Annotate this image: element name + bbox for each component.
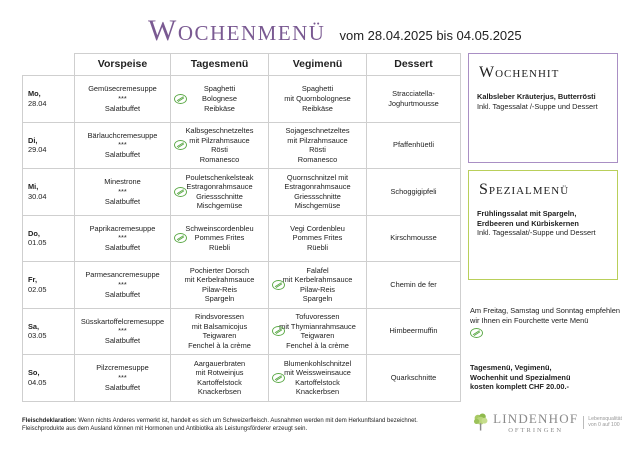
day-name: Fr,	[28, 275, 38, 285]
vorspeise-line: Salatbuffet	[104, 243, 141, 253]
tagesmenu-cell	[171, 122, 269, 169]
tagesmenu-line: Kalbsgeschnetzeltes	[185, 126, 254, 136]
day-name: Do,	[28, 228, 40, 238]
vorspeise-line: ***	[118, 93, 127, 103]
vegimenu-cell	[269, 355, 367, 402]
vegimenu-line: Blumenkohlschnitzel	[283, 358, 352, 368]
vegimenu-cell	[269, 215, 367, 262]
fourchette-verte-icon	[174, 94, 187, 104]
vorspeise-cell	[75, 215, 171, 262]
tagesmenu-line: Pilaw-Reis	[202, 284, 237, 294]
vegimenu-line: Griessschnitte	[294, 191, 341, 201]
vorspeise-line: Salatbuffet	[104, 196, 141, 206]
spezialmenu-box	[468, 170, 618, 280]
vegimenu-line: mit Pilzrahmsauce	[287, 135, 348, 145]
tagesmenu-line: Rindsvoressen	[195, 312, 244, 322]
vegimenu-cell	[269, 122, 367, 169]
col-vegimenu: Vegimenü	[269, 54, 367, 76]
day-date: 29.04	[28, 145, 47, 155]
day-date: 28.04	[28, 98, 47, 108]
vegimenu-line: mit Thymianrahmsauce	[279, 321, 356, 331]
spezialmenu-name-line1: Frühlingssalat mit Spargeln,	[477, 209, 577, 218]
footnote-line2: Fleischprodukte aus dem Ausland können mit Hormonen und Antibiotika als Leistungsförderer erzeugt sein.	[22, 426, 308, 432]
price-info	[470, 363, 620, 392]
vorspeise-line: ***	[118, 326, 127, 336]
day-date: 04.05	[28, 377, 47, 387]
logo-text	[493, 411, 578, 434]
dessert-cell	[367, 169, 461, 216]
day-cell	[23, 262, 75, 309]
vegimenu-line: Pommes Frites	[292, 233, 343, 243]
logo-town: OFTRINGEN	[508, 426, 564, 434]
dessert-cell	[367, 122, 461, 169]
tagesmenu-line: Griessschnitte	[196, 191, 243, 201]
table-row	[23, 355, 461, 402]
vegimenu-line: Sojageschnetzeltes	[285, 126, 350, 136]
vorspeise-cell	[75, 122, 171, 169]
promo-text: Am Freitag, Samstag und Sonntag empfehlen wir Ihnen ein Fourchette verte Menü	[470, 306, 620, 325]
vorspeise-line: Minestrone	[104, 177, 141, 187]
vorspeise-cell	[75, 262, 171, 309]
tagesmenu-line: Spaghetti	[203, 84, 236, 94]
vorspeise-cell	[75, 355, 171, 402]
vegimenu-line: mit Quornbolognese	[284, 93, 351, 103]
tagesmenu-line: Aargauerbraten	[193, 358, 246, 368]
day-cell	[23, 169, 75, 216]
header-row	[23, 54, 461, 76]
date-range: vom 28.04.2025 bis 04.05.2025	[339, 28, 522, 43]
vegimenu-line: Kartoffelstock	[295, 377, 340, 387]
col-dessert: Dessert	[367, 54, 461, 76]
tagesmenu-line: Knackerbsen	[197, 387, 242, 397]
tagesmenu-line: mit Balsamicojus	[191, 321, 248, 331]
day-date: 30.04	[28, 191, 47, 201]
tree-logo-icon	[472, 407, 489, 437]
price-line3: kosten komplett CHF 20.00.-	[470, 382, 569, 392]
tagesmenu-line: Reibkäse	[204, 103, 235, 113]
spezialmenu-sub: Inkl. Tagessalat/-Suppe und Dessert	[477, 228, 596, 238]
dessert-cell	[367, 355, 461, 402]
logo-name: LINDENHOF	[493, 410, 579, 426]
tagesmenu-line: Pommes Frites	[194, 233, 245, 243]
vegimenu-line: Tofuvoressen	[295, 312, 340, 322]
tagesmenu-line: Pochierter Dorsch	[189, 265, 250, 275]
table-row	[23, 308, 461, 355]
vegimenu-line: mit Kerbelrahmsauce	[282, 275, 353, 285]
vorspeise-cell	[75, 169, 171, 216]
vorspeise-line: Pilzcremesuppe	[96, 363, 149, 373]
vorspeise-line: ***	[118, 140, 127, 150]
tagesmenu-line: Schweinscordenbleu	[185, 223, 254, 233]
dessert-line: Quarkschnitte	[390, 372, 437, 382]
tagesmenu-line: Estragonrahmsauce	[186, 182, 253, 192]
day-date: 03.05	[28, 331, 47, 341]
col-vorspeise: Vorspeise	[75, 54, 171, 76]
dessert-line: Joghurtmousse	[388, 98, 439, 108]
vegimenu-line: mit Weissweinsauce	[284, 368, 351, 378]
tagesmenu-line: Teigwaren	[202, 331, 237, 341]
vorspeise-line: ***	[118, 186, 127, 196]
page-title: Wochenmenü	[148, 14, 326, 47]
vorspeise-line: ***	[118, 372, 127, 382]
tagesmenu-line: Rösti	[211, 145, 228, 155]
day-name: Mi,	[28, 182, 39, 192]
dessert-cell	[367, 308, 461, 355]
lindenhof-logo	[472, 404, 622, 440]
logo-tagline	[583, 416, 622, 429]
vegimenu-line: Reibkäse	[302, 103, 333, 113]
tagesmenu-cell	[171, 169, 269, 216]
vegimenu-line: Teigwaren	[300, 331, 335, 341]
vegimenu-line: Rüebli	[307, 243, 328, 253]
tagesmenu-cell	[171, 308, 269, 355]
page-header	[148, 14, 522, 54]
fourchette-verte-icon	[470, 328, 483, 338]
table-row	[23, 262, 461, 309]
vorspeise-cell	[75, 76, 171, 123]
dessert-cell	[367, 262, 461, 309]
logo-tagline-line2: von 0 auf 100	[588, 422, 620, 428]
logo-tagline-line1: Lebensqualität	[588, 415, 622, 422]
meat-declaration	[22, 417, 462, 433]
vorspeise-line: Salatbuffet	[104, 382, 141, 392]
tagesmenu-line: Bolognese	[202, 93, 237, 103]
wochenhit-box	[468, 53, 618, 163]
fourchette-verte-icon	[174, 140, 187, 150]
tagesmenu-cell	[171, 262, 269, 309]
vorspeise-line: Salatbuffet	[104, 289, 141, 299]
day-cell	[23, 308, 75, 355]
vorspeise-line: Parmesancremesuppe	[85, 270, 160, 280]
vegimenu-line: Romanesco	[297, 154, 338, 164]
vegimenu-cell	[269, 76, 367, 123]
vorspeise-cell	[75, 308, 171, 355]
day-name: Sa,	[28, 321, 40, 331]
vorspeise-line: Salatbuffet	[104, 150, 141, 160]
spezialmenu-title: Spezialmenü	[479, 181, 570, 198]
footnote-line1: Wenn nichts Anderes vermerkt ist, handelt es sich um Schweizerfleisch. Ausnahmen werden mit dem Herkunftsland bezeichnet.	[76, 418, 418, 424]
fourchette-verte-icon	[272, 280, 285, 290]
col-tagesmenu: Tagesmenü	[171, 54, 269, 76]
vegimenu-cell	[269, 308, 367, 355]
vegimenu-line: Rösti	[309, 145, 326, 155]
table-row	[23, 169, 461, 216]
price-line2: Wochenhit und Spezialmenü	[470, 372, 571, 382]
day-cell	[23, 122, 75, 169]
wochenhit-sub: Inkl. Tagessalat /-Suppe und Dessert	[477, 101, 598, 111]
dessert-line: Pfaffenhüetli	[393, 140, 434, 150]
tagesmenu-line: Pouletschenkelsteak	[185, 172, 254, 182]
vegimenu-line: Estragonrahmsauce	[284, 182, 351, 192]
dessert-cell	[367, 215, 461, 262]
day-name: Mo,	[28, 89, 41, 99]
tagesmenu-line: mit Rotweinjus	[195, 368, 244, 378]
vegimenu-line: Quornschnitzel mit	[286, 172, 349, 182]
day-name: Di,	[28, 135, 38, 145]
vorspeise-line: ***	[118, 279, 127, 289]
vegimenu-cell	[269, 262, 367, 309]
tagesmenu-line: mit Pilzrahmsauce	[189, 135, 250, 145]
tagesmenu-line: Fenchel à la crème	[188, 340, 251, 350]
fourchette-verte-icon	[272, 326, 285, 336]
footnote-label: Fleischdeklaration:	[22, 418, 77, 424]
vegimenu-line: Mischgemüse	[294, 201, 341, 211]
price-line1: Tagesmenü, Vegimenü,	[470, 363, 552, 372]
vorspeise-line: Salatbuffet	[104, 336, 141, 346]
vorspeise-line: Salatbuffet	[104, 103, 141, 113]
table-row	[23, 122, 461, 169]
vegimenu-cell	[269, 169, 367, 216]
tagesmenu-line: Kartoffelstock	[197, 377, 242, 387]
day-cell	[23, 215, 75, 262]
table-row	[23, 215, 461, 262]
table-row	[23, 76, 461, 123]
day-date: 01.05	[28, 238, 47, 248]
tagesmenu-cell	[171, 76, 269, 123]
tagesmenu-line: Mischgemüse	[196, 201, 243, 211]
fourchette-verte-promo	[470, 306, 620, 338]
vegimenu-line: Knackerbsen	[295, 387, 340, 397]
tagesmenu-cell	[171, 215, 269, 262]
vorspeise-line: Gemüsecremesuppe	[88, 84, 157, 94]
dessert-line: Schoggigipfeli	[390, 186, 437, 196]
vorspeise-line: Süsskartoffelcremesuppe	[80, 316, 165, 326]
fourchette-verte-icon	[174, 187, 187, 197]
dessert-line: Himbeermuffin	[389, 326, 438, 336]
weekly-menu-table	[22, 53, 461, 402]
tagesmenu-cell	[171, 355, 269, 402]
wochenhit-name: Kalbsleber Kräuterjus, Butterrösti	[477, 92, 596, 101]
spezialmenu-name-line2: Erdbeeren und Kürbiskernen	[477, 218, 579, 228]
fourchette-verte-icon	[272, 373, 285, 383]
vorspeise-line: Bärlauchcremesuppe	[87, 130, 158, 140]
dessert-line: Chemin de fer	[390, 279, 437, 289]
vegimenu-line: Falafel	[306, 265, 329, 275]
vegimenu-line: Pilaw-Reis	[300, 284, 335, 294]
day-cell	[23, 355, 75, 402]
vorspeise-line: Paprikacremesuppe	[89, 223, 156, 233]
wochenhit-title: Wochenhit	[479, 64, 560, 81]
day-name: So,	[28, 368, 40, 378]
tagesmenu-line: Romanesco	[199, 154, 240, 164]
vegimenu-line: Fenchel à la crème	[286, 340, 349, 350]
day-cell	[23, 76, 75, 123]
corner-cell	[23, 54, 75, 76]
dessert-line: Stracciatella-	[392, 89, 435, 99]
fourchette-verte-icon	[174, 233, 187, 243]
vegimenu-line: Spaghetti	[301, 84, 334, 94]
vegimenu-line: Spargeln	[302, 294, 333, 304]
spezialmenu-name	[469, 199, 617, 228]
day-date: 02.05	[28, 284, 47, 294]
dessert-line: Kirschmousse	[390, 233, 437, 243]
tagesmenu-line: Spargeln	[204, 294, 235, 304]
vorspeise-line: ***	[118, 233, 127, 243]
tagesmenu-line: mit Kerbelrahmsauce	[184, 275, 255, 285]
tagesmenu-line: Rüebli	[209, 243, 230, 253]
dessert-cell	[367, 76, 461, 123]
vegimenu-line: Vegi Cordenbleu	[290, 223, 345, 233]
